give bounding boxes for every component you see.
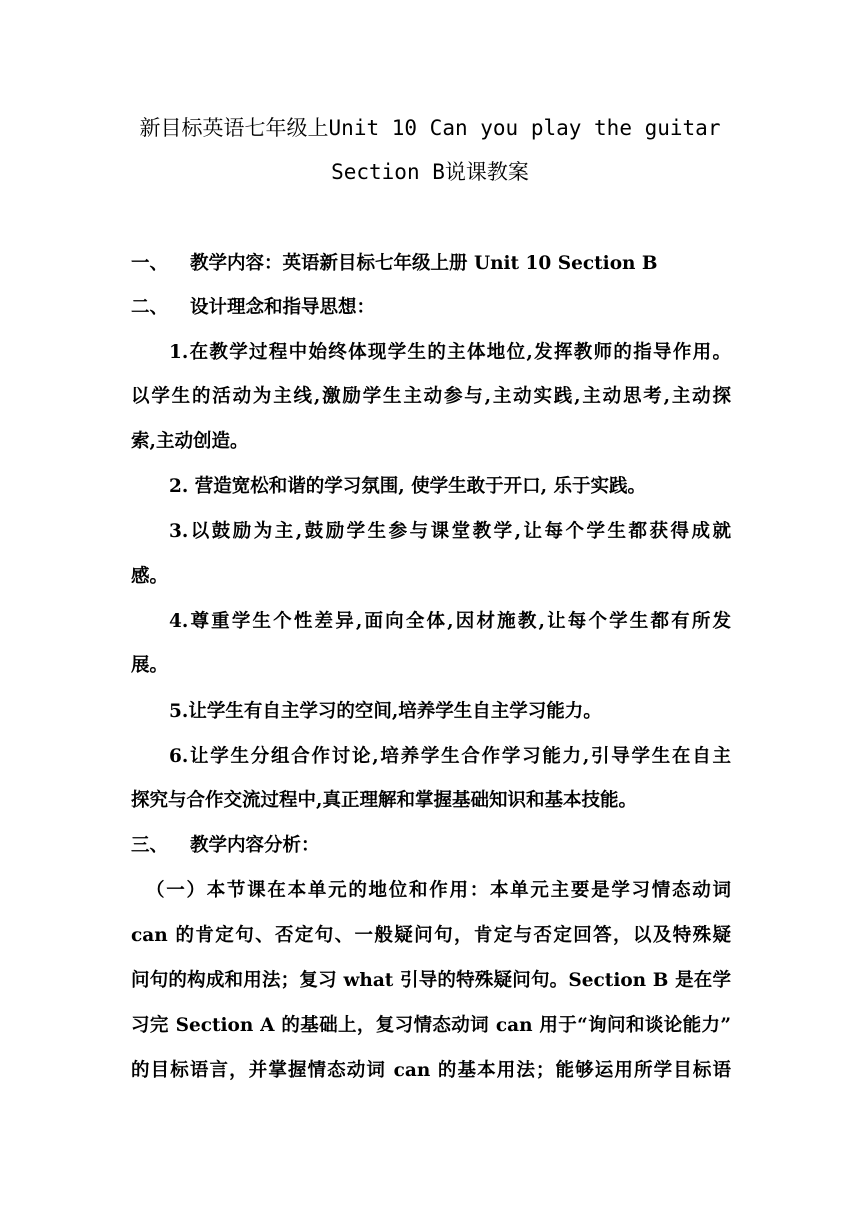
paragraph-line: （一）本节课在本单元的地位和作用：本单元主要是学习情态动词 [146,880,731,901]
paragraph-line: 4.尊重学生个性差异,面向全体,因材施教,让每个学生都有所发 [169,611,731,632]
section-text: 设计理念和指导思想： [190,297,376,318]
paragraph-line: 1.在教学过程中始终体现学生的主体地位,发挥教师的指导作用。 [169,342,731,363]
paragraph-line: 5.让学生有自主学习的空间,培养学生自主学习能力。 [169,701,602,722]
paragraph-line: 3.以鼓励为主,鼓励学生参与课堂教学,让每个学生都获得成就 [169,521,731,542]
paragraph-line: 2. 营造宽松和谐的学习氛围, 使学生敢于开口, 乐于实践。 [169,476,647,497]
section-number: 二、 [131,297,169,318]
paragraph-line: 感。 [131,566,169,587]
section-text: 教学内容分析： [190,835,320,856]
section-heading-2 [131,295,375,321]
section-heading-3 [131,833,320,859]
paragraph-line: 以学生的活动为主线,激励学生主动参与,主动实践,主动思考,主动探 [131,386,731,407]
paragraph-line: 问句的构成和用法；复习 what 引导的特殊疑问句。Section B 是在学 [131,970,731,991]
paragraph-line: 探究与合作交流过程中,真正理解和掌握基础知识和基本技能。 [131,790,637,811]
paragraph-line: 6.让学生分组合作讨论,培养学生合作学习能力,引导学生在自主 [169,746,731,767]
paragraph-line: 习完 Section A 的基础上，复习情态动词 can 用于“询问和谈论能力” [131,1015,731,1036]
section-number: 一、 [131,253,169,274]
paragraph-line: 索,主动创造。 [131,431,249,452]
paragraph-line: 的目标语言，并掌握情态动词 can 的基本用法；能够运用所学目标语 [131,1060,731,1081]
document-title-line-2: Section B说课教案 [331,160,529,184]
paragraph-line: can 的肯定句、否定句、一般疑问句，肯定与否定回答，以及特殊疑 [131,925,731,946]
section-text: 教学内容：英语新目标七年级上册 Unit 10 Section B [190,253,658,274]
section-heading-1 [131,251,658,277]
document-title-line-1: 新目标英语七年级上Unit 10 Can you play the guitar [139,116,721,140]
section-number: 三、 [131,835,169,856]
paragraph-line: 展。 [131,655,169,676]
